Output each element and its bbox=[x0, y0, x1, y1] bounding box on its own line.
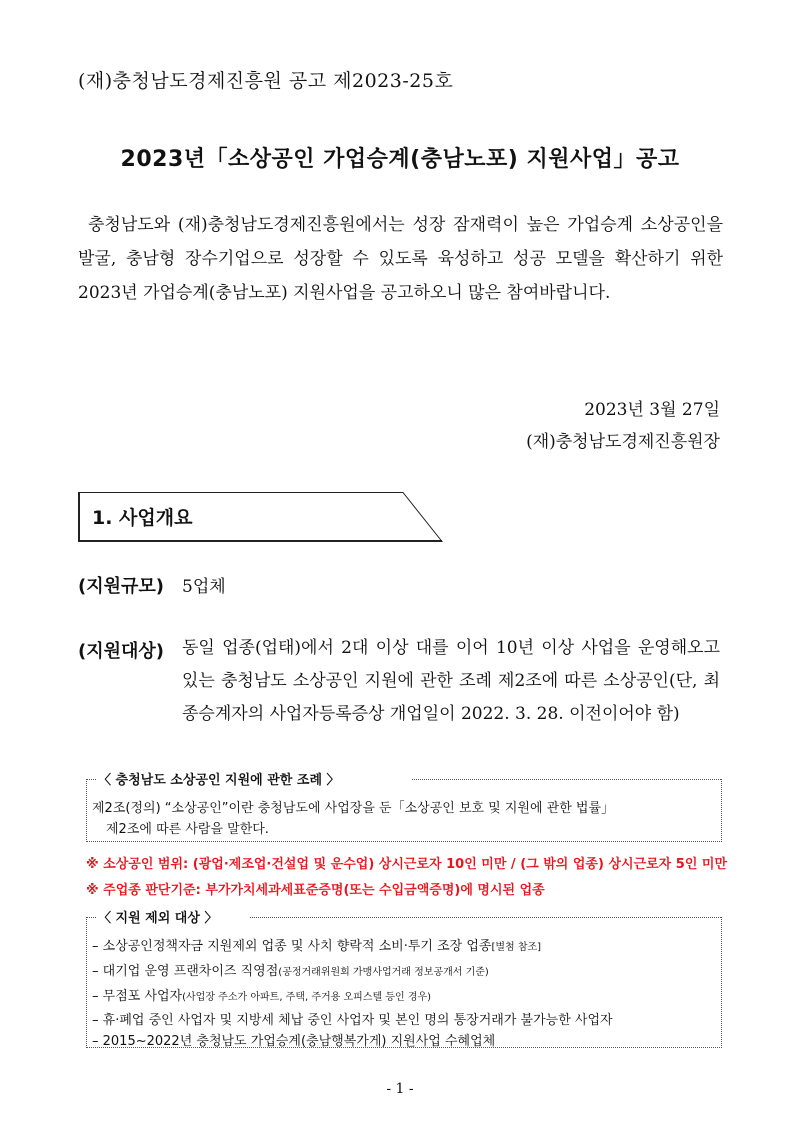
support-scale-label: (지원규모) bbox=[78, 576, 165, 597]
page-number: - 1 - bbox=[386, 1081, 414, 1097]
ordinance-line-2: 제2조에 따른 사람을 말한다. bbox=[106, 822, 269, 837]
exclusion-item: – 대기업 운영 프랜차이즈 직영점(공정거래위원회 가맹사업거래 정보공개서 기준) bbox=[92, 964, 489, 979]
notice-number: (재)충청남도경제진흥원 공고 제2023-25호 bbox=[78, 70, 454, 92]
support-target-text: 동일 업종(업태)에서 2대 이상 대를 이어 10년 이상 사업을 운영해오고 있는 충청남도 소상공인 지원에 관한 조례 제2조에 따른 소상공인(단, 최종승계자의 사업자등록증상 개업일이 2022. 3. 28. 이전이어야 함) bbox=[182, 638, 720, 724]
main-industry-criteria-note: ※ 주업종 판단기준: 부가가치세과세표준증명(또는 수입금액증명)에 명시된 업종 bbox=[86, 883, 545, 898]
ordinance-box-heading: 〈 충청남도 소상공인 지원에 관한 조례 〉 bbox=[98, 769, 340, 788]
signature-block bbox=[526, 394, 720, 458]
exclusion-item: – 소상공인정책자금 지원제외 업종 및 사치 향락적 소비·투기 조장 업종[별첨 참조] bbox=[92, 939, 542, 954]
page-title: 2023년「소상공인 가업승계(충남노포) 지원사업」공고 bbox=[120, 147, 680, 172]
notice-date: 2023년 3월 27일 bbox=[584, 400, 720, 420]
support-scale-value: 5업체 bbox=[182, 577, 226, 597]
box2-top-line-right bbox=[250, 917, 721, 918]
box-top-line-right bbox=[412, 779, 721, 780]
ordinance-line-1: 제2조(정의) “소상공인”이란 충청남도에 사업장을 둔「소상공인 보호 및 지원에 관한 법률」 bbox=[92, 801, 615, 816]
box2-top-line-left bbox=[86, 917, 96, 918]
box-top-line-left bbox=[86, 779, 96, 780]
exclusion-item: – 휴·폐업 중인 사업자 및 지방세 체납 중인 사업자 및 본인 명의 통장거래가 불가능한 사업자 bbox=[92, 1013, 613, 1028]
exclusion-box-heading: 〈 지원 제외 대상 〉 bbox=[98, 907, 217, 926]
section-heading: 1. 사업개요 bbox=[92, 507, 193, 529]
support-target-label: (지원대상) bbox=[78, 641, 165, 662]
small-business-scope-note: ※ 소상공인 범위: (광업·제조업·건설업 및 운수업) 상시근로자 10인 미만 / (그 밖의 업종) 상시근로자 5인 미만 bbox=[86, 857, 728, 872]
intro-paragraph: 충청남도와 (재)충청남도경제진흥원에서는 성장 잠재력이 높은 가업승계 소상공인을 발굴, 충남형 장수기업으로 성장할 수 있도록 육성하고 성공 모델을 확산하기 위한 2023년 가업승계(충남노포) 지원사업을 공고하오니 많은 참여바랍니다. bbox=[78, 215, 723, 303]
exclusion-item: – 무점포 사업자(사업장 주소가 아파트, 주택, 주거용 오피스텔 등인 경우) bbox=[92, 989, 432, 1004]
exclusion-item: – 2015~2022년 충청남도 가업승계(충남행복가게) 지원사업 수혜업체 bbox=[92, 1034, 496, 1049]
issuer-name: (재)충청남도경제진흥원장 bbox=[526, 432, 720, 452]
